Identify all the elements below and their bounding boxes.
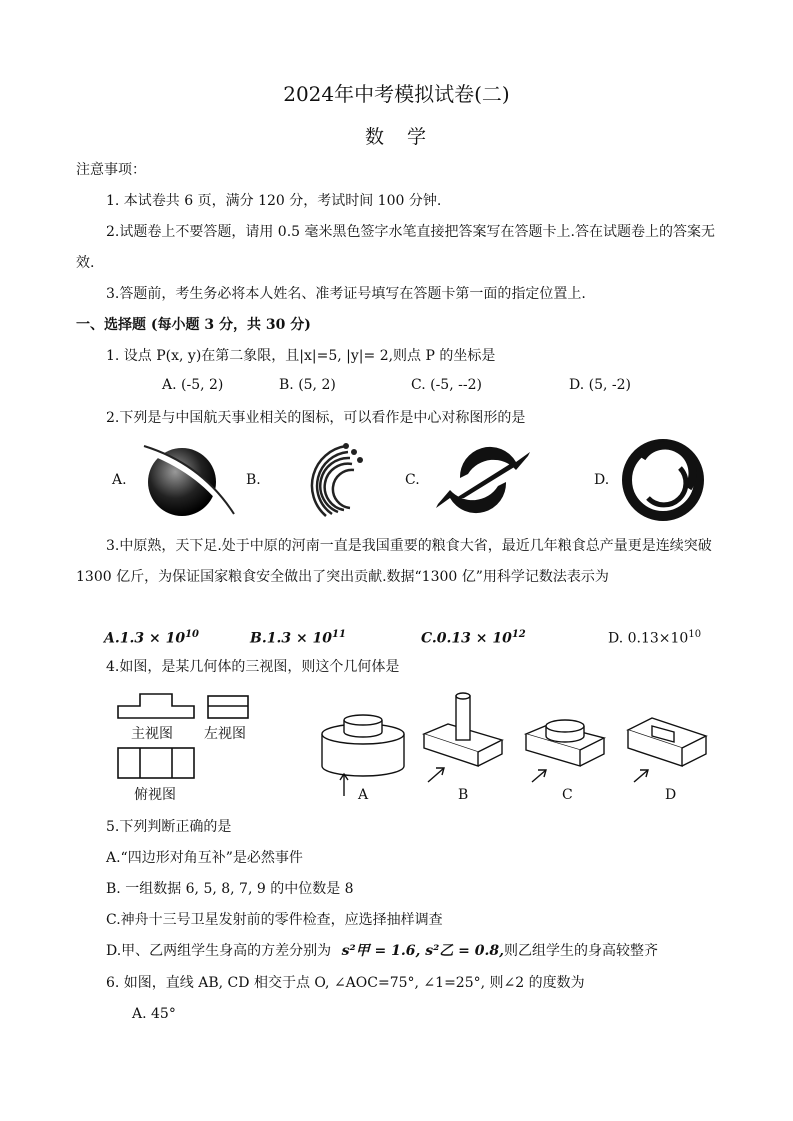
q2-option-d: D. bbox=[594, 472, 610, 488]
q3-option-b: $B.1.3 \times 10^{11}$ bbox=[250, 629, 346, 647]
notice-item-2: 2.试题卷上不要答题，请用 0.5 毫米黑色签字水笔直接把答案写在答题卡上.答在试题卷上的答案无效. bbox=[76, 224, 715, 271]
solid-d-label: D bbox=[665, 787, 677, 803]
q2-option-b: B. bbox=[246, 472, 261, 488]
three-view-diagram bbox=[112, 688, 262, 798]
q5-option-d: D.甲、乙两组学生身高的方差分别为 s²甲 = 1.6, s²乙 = 0.8,则乙组学生的身高较整齐 bbox=[106, 943, 658, 959]
subject-title: 数 学 bbox=[364, 126, 428, 148]
q5-option-a: A.“四边形对角互补”是必然事件 bbox=[106, 850, 303, 866]
top-view-label: 俯视图 bbox=[134, 787, 176, 803]
q2-option-a: A. bbox=[112, 472, 127, 488]
q6-option-a: A. 45° bbox=[132, 1006, 176, 1022]
q3-option-c: $C.0.13 \times 10^{12}$ bbox=[421, 629, 526, 647]
question-6-stem: 6. 如图，直线 AB, CD 相交于点 O, ∠AOC=75°, ∠1=25°, 则∠2 的度数为 bbox=[106, 975, 585, 991]
question-1-stem: 1. 设点 P(x, y)在第二象限，且|x|=5, |y|= 2,则点 P 的坐标是 bbox=[106, 348, 496, 364]
exam-title: 2024年中考模拟试卷(二) bbox=[283, 82, 510, 106]
section-heading: 一、选择题 (每小题 3 分，共 30 分) bbox=[76, 317, 311, 333]
ring-swoosh-icon bbox=[618, 438, 708, 522]
side-view-label: 左视图 bbox=[204, 726, 246, 742]
solid-b-figure bbox=[418, 690, 508, 800]
z-swoosh-icon bbox=[430, 440, 540, 520]
question-5-stem: 5.下列判断正确的是 bbox=[106, 819, 232, 835]
q5-option-c: C.神舟十三号卫星发射前的零件检查，应选择抽样调查 bbox=[106, 912, 443, 928]
solid-b-label: B bbox=[458, 787, 469, 803]
concentric-arcs-icon bbox=[286, 440, 376, 520]
notice-heading: 注意事项： bbox=[76, 162, 146, 178]
solid-a-label: A bbox=[358, 787, 369, 803]
q5-option-b: B. 一组数据 6, 5, 8, 7, 9 的中位数是 8 bbox=[106, 881, 354, 897]
q3-option-d: D. $0.13\times 10^{10}$ bbox=[608, 629, 702, 647]
notice-item-3: 3.答题前，考生务必将本人姓名、准考证号填写在答题卡第一面的指定位置上. bbox=[106, 286, 586, 302]
question-4-stem: 4.如图，是某几何体的三视图，则这个几何体是 bbox=[106, 659, 400, 675]
question-3-stem: 3.中原熟，天下足.处于中原的河南一直是我国重要的粮食大省，最近几年粮食总产量更是连续突破 1300 亿斤，为保证国家粮食安全做出了突出贡献.数据“1300 亿”用科学记数法表示为 bbox=[76, 538, 712, 585]
q1-option-c: C. (-5, --2) bbox=[411, 377, 482, 393]
front-view-label: 主视图 bbox=[131, 726, 173, 742]
q1-option-a: A. (-5, 2) bbox=[162, 377, 224, 393]
q2-option-c: C. bbox=[405, 472, 420, 488]
q1-option-b: B. (5, 2) bbox=[279, 377, 336, 393]
q1-option-d: D. (5, -2) bbox=[569, 377, 631, 393]
sphere-orbit-icon bbox=[140, 440, 240, 520]
solid-c-label: C bbox=[562, 787, 573, 803]
question-2-stem: 2.下列是与中国航天事业相关的图标，可以看作是中心对称图形的是 bbox=[106, 410, 526, 426]
variance-formula: s²甲 = 1.6, s²乙 = 0.8, bbox=[341, 943, 504, 959]
notice-item-1: 1. 本试卷共 6 页，满分 120 分，考试时间 100 分钟. bbox=[106, 193, 442, 209]
q3-option-a: $A.1.3 \times 10^{10}$ bbox=[104, 629, 199, 647]
